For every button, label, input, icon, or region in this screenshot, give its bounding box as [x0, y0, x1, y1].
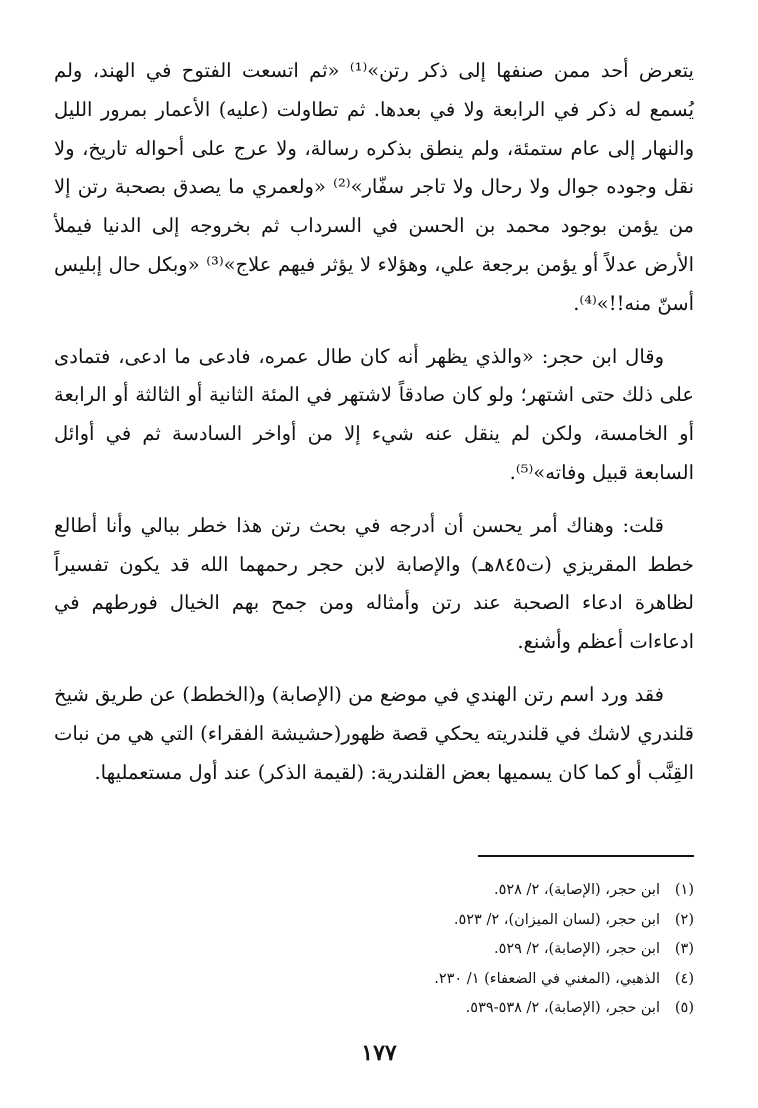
footnotes-list: [60, 876, 694, 1024]
footnote-number: (٢): [674, 911, 694, 928]
paragraph: وقال ابن حجر: «والذي يظهر أنه كان طال عمره، فادعى ما ادعى، فتمادى على ذلك حتى اشتهر؛ ولو كان صادقاً لاشتهر في المئة الثانية أو الثالثة أو الرابعة أو الخامسة، ولكن لم ينقل عنه شيء إلا من أواخر السادسة ثم في أوائل السابعة قبيل وفاته»⁽⁵⁾.: [54, 344, 694, 484]
body-text: [54, 52, 694, 792]
footnote-number: (٥): [674, 1000, 694, 1017]
footnote-item: [60, 876, 694, 906]
footnote-text: ابن حجر، (الإصابة)، ٢/ ٥٣٨-٥٣٩.: [465, 1000, 660, 1017]
footnote-number: (١): [674, 882, 694, 898]
footnote-text: ابن حجر، (لسان الميزان)، ٢/ ٥٢٣.: [453, 911, 660, 928]
footnote-number: (٤): [674, 970, 694, 987]
footnote-item: [60, 994, 694, 1024]
paragraph: يتعرض أحد ممن صنفها إلى ذكر رتن»⁽¹⁾ «ثم اتسعت الفتوح في الهند، ولم يُسمع له ذكر في الرابعة ولا في بعدها. ثم تطاولت (عليه) الأعمار بمرور الليل والنهار إلى عام ستمئة، ولم ينطق بذكره رسالة، ولا عرج على أحواله تاريخ، ولا نقل وجوده جوال ولا رحال ولا تاجر سفّار»⁽²⁾ «ولعمري ما يصدق بصحبة رتن إلا من يؤمن بوجود محمد بن الحسن في السرداب ثم بخروجه إلى الدنيا فيملأ الأرض عدلاً أو يؤمن برجعة علي، وهؤلاء لا يؤثر فيهم علاج»⁽³⁾ «وبكل حال إبليس أسنّ منه!!»⁽⁴⁾.: [54, 59, 695, 315]
page-number: ١٧٧: [361, 1040, 397, 1066]
paragraph: قلت: وهناك أمر يحسن أن أدرجه في بحث رتن هذا خطر ببالي وأنا أطالع خطط المقريزي (ت٨٤٥هـ) والإصابة لابن حجر رحمهما الله قد يكون تفسيراً لظاهرة ادعاء الصحبة عند رتن وأمثاله ومن جمح بهم الخيال فورطهم في ادعاءات أعظم وأشنع.: [54, 513, 694, 654]
footnote-separator: [478, 855, 694, 857]
footnote-item: [60, 965, 694, 995]
footnote-item: [60, 935, 694, 965]
footnote-text: ابن حجر، (الإصابة)، ٢/ ٥٢٨.: [493, 882, 660, 898]
footnote-item: [60, 906, 694, 936]
paragraph: فقد ورد اسم رتن الهندي في موضع من (الإصابة) و(الخطط) عن طريق شيخ قلندري لاشك في قلندريته يحكي قصة ظهور(حشيشة الفقراء) التي هي من نبات القِنَّب أو كما كان يسميها بعض القلندرية: (لقيمة الذكر) عند أول مستعمليها.: [54, 682, 694, 784]
footnote-text: ابن حجر، (الإصابة)، ٢/ ٥٢٩.: [493, 941, 660, 958]
footnote-number: (٣): [674, 941, 694, 958]
footnote-text: الذهبي، (المغني في الضعفاء) ١/ ٢٣٠.: [434, 970, 660, 987]
